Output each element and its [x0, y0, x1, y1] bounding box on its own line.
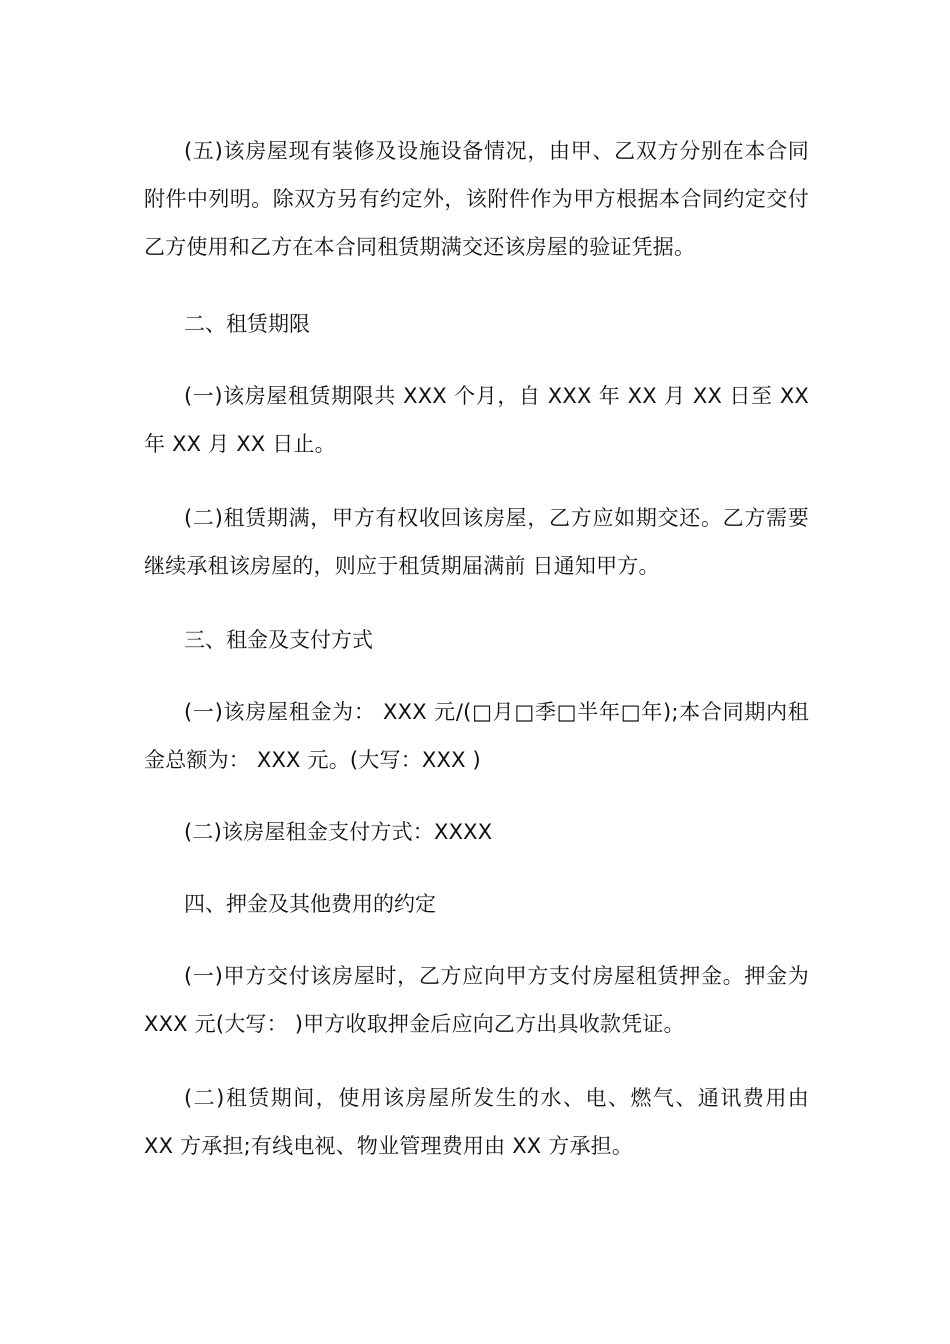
section-2-heading: 二、租赁期限 [184, 312, 310, 336]
section-3-heading: 三、租金及支付方式 [184, 628, 373, 652]
clause-3-1-paragraph: (一)该房屋租金为： XXX 元/(□月□季□半年□年);本合同期内租金总额为： XXX 元。(大写：XXX ) [144, 700, 809, 772]
clause-5-paragraph: (五)该房屋现有装修及设施设备情况，由甲、乙双方分别在本合同附件中列明。除双方另有约定外，该附件作为甲方根据本合同约定交付乙方使用和乙方在本合同租赁期满交还该房屋的验证凭据。 [144, 139, 809, 259]
clause-2-2-paragraph: (二)租赁期满，甲方有权收回该房屋，乙方应如期交还。乙方需要继续承租该房屋的，则应于租赁期届满前 日通知甲方。 [144, 506, 809, 578]
clause-3-2-paragraph: (二)该房屋租金支付方式：XXXX [184, 820, 493, 844]
clause-4-2-paragraph: (二)租赁期间，使用该房屋所发生的水、电、燃气、通讯费用由 XX 方承担;有线电视、物业管理费用由 XX 方承担。 [144, 1086, 809, 1158]
clause-4-1-paragraph: (一)甲方交付该房屋时，乙方应向甲方支付房屋租赁押金。押金为 XXX 元(大写： )甲方收取押金后应向乙方出具收款凭证。 [144, 964, 809, 1036]
section-4-heading: 四、押金及其他费用的约定 [184, 892, 436, 916]
clause-2-1-paragraph: (一)该房屋租赁期限共 XXX 个月，自 XXX 年 XX 月 XX 日至 XX 年 XX 月 XX 日止。 [144, 384, 809, 456]
